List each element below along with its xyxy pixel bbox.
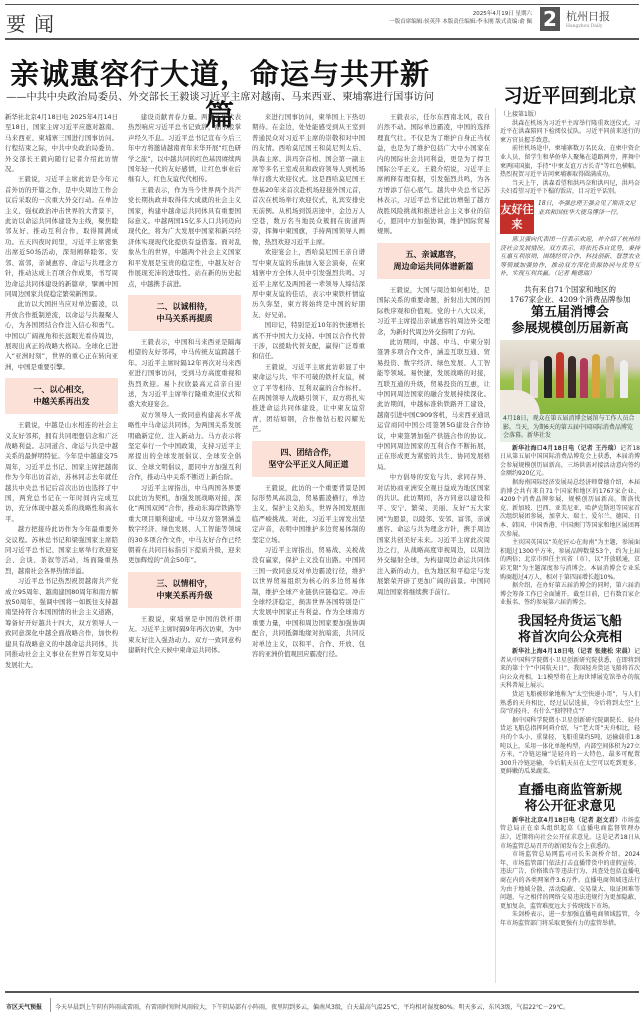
livestream-paragraph: 朱剑桥表示，进一步加强直播电商领域监管，今年市场监管部门将采取更强有力的监管举措。: [500, 911, 640, 927]
friendship-credit: （记者 鲍偲瑞）: [554, 270, 595, 278]
expo-headline-line: 参展规模创历届新高: [511, 320, 629, 336]
top-rule: [5, 4, 639, 5]
friendship-body: [500, 236, 640, 279]
right-column: [500, 84, 640, 929]
article-paragraph: 王毅说，大国与周边如何相处，是国际关系的重要命题，折射出大国的国际秩序观和价值观。党的十八大以来，习近平主席提出亲诚惠容的周边外交理念，为新时代周边外交指明了方向。: [377, 285, 490, 336]
expo-kicker-line: 1767家企业、4209个消费品牌参加: [509, 294, 631, 304]
section-heading-line: 周边命运共同体谱新篇: [393, 261, 474, 271]
livestream-story: [500, 783, 640, 929]
article-paragraph: 中方倡导的安危与共、求同存异、对话协商亚洲安全观日益成为地区国家的共识。此访期间，各方同意以建设和平、安宁、繁荣、美丽、友好“五大家园”为愿景，以睦邻、安邻、富邻，亲诚惠容、命运与共为理念方针，携手周边国家共创美好未来。习近平主席此次周边之行，从战略高度审视周边，以周边外交辐射全球，为构建周边命运共同体注入新的动力，也为地区和平稳定与发展繁荣开辟了更加广阔的前景。中国同周边国家将继续携手前行。: [377, 473, 490, 596]
article-paragraph: 国印记，特别是近10年的快速增长离不开中国大力支持。中国以合作代替干涉，以援助代替支配，赢得广泛尊重和信任。: [252, 321, 365, 361]
logo-text: 杭州日报: [566, 10, 610, 23]
section-heading-line: 四、团结合作，: [280, 447, 337, 457]
section-heading-line: 三、以情相守，: [156, 578, 213, 588]
livestream-headline-line: 将公开征求意见: [524, 798, 616, 814]
masthead-rule: [5, 38, 639, 40]
ship-paragraph: 据中国科学院微小卫星创新研究院副院长、轻舟货运飞船总指挥阿舜介绍，与“老大哥”天舟相比，轻舟的个头小、重量轻，飞船重量约5吨，运输载重1.8吨以上，采用一体化单舱构型，内部空间体积为27立方米，“冷链运输”是轻舟的一大特色，最多可配置300升冷链运输，今后航天员在太空可以吃到更多、更鲜嫩的瓜果蔬菜。: [500, 716, 640, 776]
article-paragraph: 此访期间，中越、中马、中柬分别签署多项合作文件，涵盖互联互通、贸易投资、数字经济、绿色发展、人工智能等领域。易快捷，发展战略的对接，互联互通的升级，贸易投资的互惠，让中国同周边国家的融合发展持续深化。此访期间，中越标准轨铁路开工建设，越南引进中国C909客机，马来西亚通讯运营商同中国公司签署5G建设合作协议，中柬签署加强产供链合作的协议。中国同周边国家的互利合作不断拓展，正在形成更为紧密的共生、协同发展格局。: [377, 337, 490, 471]
livestream-paragraph: 市场监管总局正在牵头组织起草《直播电商监督管理办法》，近期将向社会公开征求意见。这是记者18日从市场监管总局召开的新闻发布会上获悉的。: [500, 816, 640, 850]
article-paragraph: 王毅说，此访的一个重要背景是国际形势风高浪急，贸易霸凌横行，单边主义、保护主义抬头，世界各国发展面临严峻挑战。对此，习近平主席发出坚定声音，表明中国维护多边贸易体制的坚定立场。: [252, 483, 365, 544]
friendship-box: [500, 200, 640, 234]
section-heading-line: 二、以诚相待，: [156, 301, 213, 311]
article-paragraph: 越方把接待此访作为今年最重要外交议程。苏林总书记和梁强国家主席陪同习近平总书记、国家主席举行欢迎宴会、会谈、茶叙等活动，场面隆重热烈，越南社会各界热情洋溢。: [5, 525, 118, 575]
expo-dateline: 新华社海口4月18日电（记者 王丹瑞）: [512, 444, 620, 452]
article-paragraph: 习近平主席指出，贸易战、关税战没有赢家，保护主义没有出路。中国同三国一致同意反对单边霸凌行径，维护以世界贸易组织为核心的多边贸易体制，维护全球产业链供应链稳定。冲击全球经济稳定，损害世界各国特别是广大发展中国家正当利益。作为全球南方重要力量，中国和周边国家要加强协调配合，共同抵御地缘对抗暗流，共同反对单边主义，以和平、合作、开放、包容的亚洲价值观回应霸凌行径。: [252, 546, 365, 659]
return-story: [500, 84, 640, 279]
section-heading: [5, 378, 118, 414]
ship-body: [500, 648, 640, 777]
section-heading-line: 中越关系再出发: [33, 397, 90, 407]
return-paragraph: （上接第1版）: [500, 111, 540, 118]
column-divider: [495, 108, 496, 983]
article-paragraph: 此访以大国担当应对单边霸凌，以开放合作抵制逆流，以命运与共凝聚人心，为各国团结合作注入信心和勇气。中国以广阔视角和长远眼光看待周边，展现出真正的战略大格局。全球化已进入“亚洲时刻”，世界的重心正在转向亚洲，中国是重要引擎。: [5, 300, 118, 371]
article-paragraph: 习近平主席指出，中马两国各界要以此访为契机，加强发展战略对接，深化“两国双园”合作，推动东海岸铁路等重大项目顺利建成。中马双方签署涵盖数字经济、绿色发展、人工智能等领域的30多项合作文件，中马友好合作已经朝着在共同目标指引下提质升级，迎来更加辉煌的“黄金50年”。: [128, 483, 241, 565]
expo-story: [500, 285, 640, 608]
article-paragraph: 王毅说，中越是山水相连的社会主义友好邻邦，拥有共同理想信念和广泛战略利益。志同道合、命运与共是中越关系的最鲜明特征。今年是中越建交75周年，习近平总书记、国家主席把越南作为今年出访首站，苏林同志去年就任越共中央总书记后首次出访也选择了中国，两党总书记在一年时间内完成互访，充分体现中越关系的战略性和高水平。: [5, 421, 118, 523]
ship-paragraph: 记者从中国科学院微小卫星创新研究院获悉，在即将到来的第十个“中国航天日”，我国轻舟货运飞船将首次向公众亮相，1:1模型将在上海世博展览馆举办的航天科普展上展示。: [500, 647, 640, 690]
masthead-meta: [389, 10, 532, 26]
article-column-1: [5, 112, 118, 982]
article-paragraph: 新华社北京4月18日电 2025年4月14日至18日，国家主席习近平应邀对越南、马来西亚、柬埔寨三国进行国事访问。行程结束之际，中共中央政治局委员、外交部长王毅向随行记者介绍此访情况。: [5, 113, 118, 174]
article-column-3: [252, 112, 365, 982]
article-paragraph: 王毅表示，任尔东西南北风，我自岿然不动。国际单边霸凌，中国的选择理直气壮。不仅是为了维护自身正当权益，也是为了维护包括广大中小国家在内的国际社会共同利益，更是为了捍卫国际公平正义。王毅介绍说，习近平主席阐释有理有据，引发强烈共鸣，为各方增添了信心底气。越共中央总书记苏林表示，习近平总书记此访增强了越方战胜风险挑战和推进社会主义事业的信心，愿同中方加强协调，维护国际贸易规则。: [377, 113, 490, 236]
article-paragraph: 王毅说，习近平主席此访是今年元首外访的开篇之作，是中央周边工作会议后采取的一次重大外交行动。在单边主义、强权政治冲击世界的大背景下，此访以命运共同体建设为主线，聚焦睦邻友好、推动互利合作，取得圆满成功。五天四夜时间里，习近平主席密集出席近50场活动，深刻阐释睦邻、安邻、富邻，亲诚惠容、命运与共理念方针，推动达成上百项合作成果，书写周边命运共同体建设的新篇章，擘画中国同周边国家共促稳定繁荣新图景。: [5, 175, 118, 298]
logo-en: Hangzhou Daily: [566, 24, 603, 29]
issue-date: 2025年4月19日 星期六: [472, 11, 532, 17]
expo-headline: [500, 305, 640, 337]
expo-paragraph: 据介绍，在办好第五届消博会的同时，第六届消博会筹备工作已全面铺开，截至目前，已有数百家企业报名、签约参展第六届消博会。: [500, 582, 640, 607]
page-number: 2: [540, 7, 560, 31]
weather-forecast: 今天早晨到上午阴有阵雨或雷雨，有雷雨时短时风雨较大，下午阴局部有小阵雨，夜里阴到多云，偏南风3级，白天最高气温25℃，平均相对湿度80%。明天多云，东风3级，气温22℃－29℃。: [55, 1004, 570, 1011]
return-paragraph: 前往机场途中，柬埔寨数万名民众、在柬中资企业人员、留学生和华侨华人聚集在道路两旁，挥舞中柬两国国旗，手持“中柬友谊万古长青”等红色横幅，热烈祝贺习近平访问柬埔寨取得圆满成功。: [500, 145, 640, 179]
expo-paragraph: 记者18日从第五届中国国际消费品博览会上获悉，本届消博会参展规模创历届新高，三场供需对接活动意向签约金额约920亿元。: [500, 444, 640, 478]
section-heading-line: 五、亲诚惠容，: [405, 249, 462, 259]
article-paragraph: 双方领导人一致同意构建高水平战略性中马命运共同体，为两国关系发展明确新定位、注入新动力。马方表示将坚定奉行一个中国政策，支持习近平主席提出的全球发展倡议、全球安全倡议、全球文明倡议，愿同中方加强互利合作，推动马中关系不断迈上新台阶。: [128, 410, 241, 482]
livestream-paragraph: 市场监管总局网监司司长朱剑桥介绍，2024年，市场监管部门依法打击直播带货中的虚假宣传、违法广告、价格欺诈等违法行为，共查处包括直播电商在内的各类网案件3.6万件。直播电商领域违法行为由于地域分散、活动隐蔽、交易量大、取证困难等问题，与之相伴的网络交易违法违规行为更加隐蔽、更加复杂，监管难度远大于传统线下市场。: [500, 851, 640, 910]
expo-photo: [500, 340, 640, 414]
article-paragraph: 欢迎宴会上，西哈莫尼国王亲自谱写中柬友谊的乐曲加入宴会演奏，在柬埔寨中方全体人员中引发强烈共鸣。习近平主席忆及两国老一辈领导人缔结深厚中柬友谊的佳话，表示中柬铁杆情谊历久弥坚，柬方将始终是中国的好朋友、好兄弟。: [252, 248, 365, 319]
livestream-body: [500, 817, 640, 929]
return-body: [500, 111, 640, 197]
section-heading-line: 一、以心相交，: [33, 385, 90, 395]
ship-headline-line: 将首次向公众亮相: [517, 629, 622, 645]
expo-headline-line: 第五届消博会: [530, 304, 609, 320]
expo-kicker: [500, 285, 640, 305]
footer-divider: [50, 998, 51, 1012]
section-heading: [377, 243, 490, 279]
expo-body: [500, 445, 640, 608]
footer-rule: [5, 991, 639, 993]
article-paragraph: 王毅说，习近平主席此访彰显了中柬命运与共、牢不可破的铁杆友谊，树立了平等相待、互利双赢的合作标杆。在两国领导人战略引领下，双方将扎实推进命运共同体建设，让中柬友谊常青，团结如钢，合作像钻石般闪耀光芒。: [252, 362, 365, 434]
expo-kicker-line: 共有来自71个国家和地区的: [523, 284, 617, 294]
article-column-2: [128, 112, 241, 982]
ship-headline: [500, 614, 640, 646]
article-paragraph: 王毅表示，作为当今世界两个共产党长期执政并取得伟大成就的社会主义国家，构建中越命运共同体具有重要国际意义。中越两国15亿多人口共同迈向现代化，将为广大发展中国家和新兴经济体实现现代化提供有益借鉴。面对乱象丛生的世界，中越两个社会主义国家和平发展是宝贵的稳定性，中越友好合作展现充沛的进取性。站在新的历史起点，中越携手前进。: [128, 185, 241, 288]
return-paragraph: 洪森在机场为习近平主席举行隆重欢送仪式。习近平在洪森陪同下检阅仪仗队。习近平同前来送行的柬方官员握手致意。: [500, 119, 640, 144]
livestream-headline-line: 直播电商监管新规: [517, 782, 622, 798]
expo-photo-caption: 4月18日，观众在第五届消博会展馆与工作人员合影。当天，为期6天的第五届中国国际消费品博览会落幕。新华社发: [500, 414, 640, 442]
livestream-dateline: 新华社北京4月18日电（记者 赵文君）: [512, 816, 622, 824]
return-paragraph: 当天上午，洪森看望和洪玛奈和洪玛尼，洪玛奈夫妇看望习近平下榻的饭店，目习近平话别。: [500, 179, 640, 196]
section-heading: [128, 295, 241, 331]
ship-headline-line: 我国轻舟货运飞船: [517, 613, 622, 629]
section-heading: [252, 441, 365, 477]
article-paragraph: 来进行国事访问，柬举国上下热切期待。在金边，处处能感受到从王室到普通民众对习近平主席的崇敬和对中国的友情。西哈莫尼国王和莫尼列太后、洪森主席、洪玛奈首相、国会第一副主席等多名王室成员和政府领导人到机场举行盛大欢迎仪式。这是西哈莫尼国王登基20年来首次赴机场迎接外国元首，首次在机场举行欢迎仪式，礼宾安排史无前例。从机场到饭店途中，金边万人空巷，数万名当地民众簇拥在街道两旁，挥舞中柬国旗，手持两国领导人画像，热烈欢迎习近平主席。: [252, 113, 365, 246]
section-name: 要闻: [6, 12, 62, 36]
newspaper-logo: [566, 8, 610, 29]
friendship-caption: 18日，李强总理王强会见了斯洛文尼亚共和国驻华大使乌博泽一行。: [538, 199, 636, 216]
section-heading-line: 中马关系再提质: [156, 313, 213, 323]
section-heading-line: 坚守公平正义人间正道: [268, 459, 349, 469]
main-subheadline: ——中共中央政治局委员、外交部长王毅谈习近平主席对越南、马来西亚、柬埔寨进行国事访问: [6, 92, 434, 103]
ship-paragraph: 货运飞船被形象地称为“太空快递小哥”，与人们熟悉的天舟相比，经过层层选拔，今后将到太空“上岗”的轻舟，有什么“独特特点”？: [500, 690, 640, 716]
expo-paragraph: 主宾国英国以“英伦匠心在海南”为主题，参展面积超过1300平方米，参展品牌数量53个，约为上届的两倍；北京市担任主宾省（市），以“开放联通，京彩无限”为主题深度参与消博会。本届消博会专业采购商超过4万人，相对于第四届增长超10%。: [500, 539, 640, 581]
livestream-headline: [500, 783, 640, 815]
ship-story: [500, 614, 640, 777]
main-headline: 亲诚惠容行大道，命运与共开新篇: [9, 57, 430, 132]
section-heading-line: 中柬关系再升级: [156, 590, 213, 600]
section-heading: [128, 572, 241, 608]
friendship-text: 陈卫强向代表团一行表示欢迎，并介绍了杭州经济社会发展情况。双方表示，将依托各自优势，秉持互惠互利原则，围绕经贸合作、科技创新、智慧农业等领域加强协作，推动双方深化资源协同与优势互补，实现互利共赢。: [500, 235, 640, 278]
friendship-badge: 友好往来: [500, 200, 534, 234]
article-paragraph: 王毅表示，中国和马来西亚是隔海相望的友好邻邦，中马传统友谊跨越千年。习近平主席时隔12年再次对马来西亚进行国事访问，受到马方高度重视和热烈欢迎。易卜拉欣最高元首亲自迎送，为习近平主席举行隆重欢迎仪式和盛大欢迎宴会。: [128, 337, 241, 409]
expo-paragraph: 据海南国际经济发展局总经济师曾德介绍，本届消博会共有来自71个国家和地区的1767家企业、4209个消费品牌参展，规模创历届新高。斯洛伐克、新加坡、巴西、亚美尼亚、哈萨克斯坦等国家首次组织展团参展，加拿大、瑞士、爱尔兰、德国、日本、韩国、中国香港、中国澳门等国家和地区展团再次参展。: [500, 479, 640, 538]
return-headline: 习近平回到北京: [503, 85, 637, 107]
article-paragraph: 王毅说，柬埔寨是中国的铁杆朋友。习近平主席时隔9年再次访柬，为中柬友好注入强劲动力。双方一致同意构建新时代全天候中柬命运共同体。: [128, 614, 241, 655]
ship-dateline: 新华社上海4月18日电（记者 张建松 宋晨）: [512, 647, 634, 655]
editors-line: 一版首席编辑:侯英萍 本版责任编辑:李永刚 版式责编:俞 佩: [389, 19, 532, 25]
article-column-4: [377, 112, 490, 982]
article-paragraph: 建设贡献青春力量。两国各界代表热烈响应习近平总书记致辞，潮水般掌声经久不息。习近平总书记宣布今后三年中方将邀请越南青年来华开展“红色研学之旅”，以中越共同的红色基因赓续两国年轻一代的友好感情，让红色事业后继有人，红色友谊代代相传。: [128, 113, 241, 184]
article-paragraph: 习近平总书记热烈祝贺越南共产党成立95周年、越南建国80周年和南方解放50周年，强调中国将一如既往支持越南坚持符合本国国情的社会主义道路，筹备好开好越共十四大，双方领导人一致同意深化中越全面战略合作，加快构建具有战略意义的中越命运共同体，共同推动社会主义事业在世界百年变局中发展壮大。: [5, 577, 118, 669]
weather-label: 市区天气预报: [6, 1004, 43, 1011]
